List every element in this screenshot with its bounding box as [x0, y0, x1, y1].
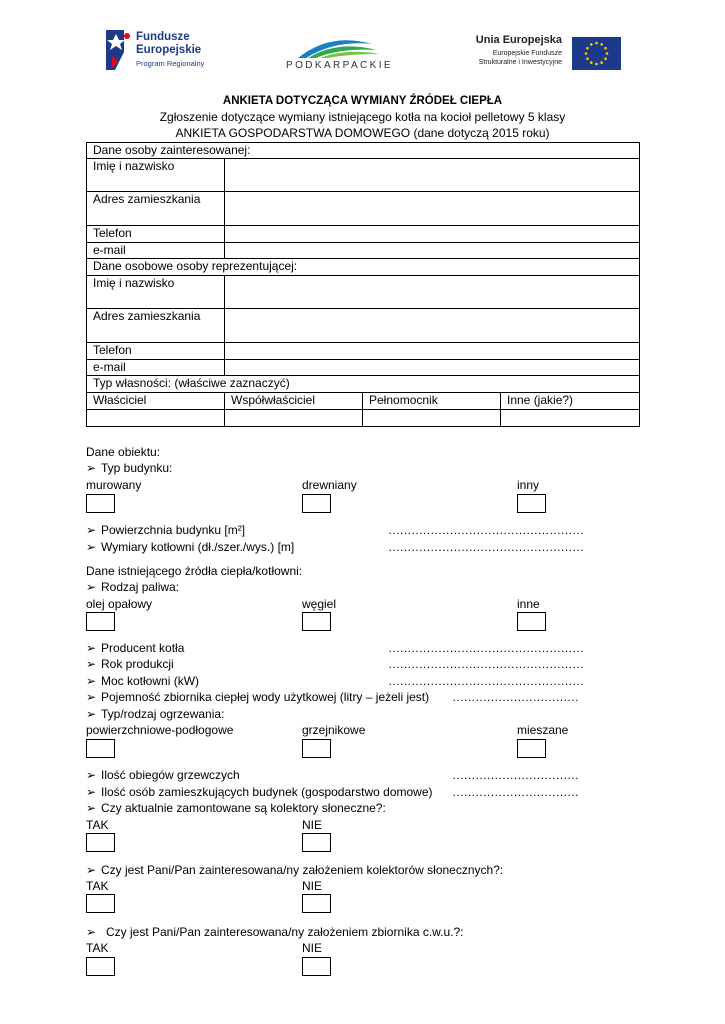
- opt-other-label: inny: [517, 478, 540, 492]
- personal-data-table: [86, 142, 640, 427]
- label-address-rep: Adres zamieszkania: [87, 309, 225, 343]
- fe-title: Fundusze Europejskie: [136, 31, 202, 56]
- label-name: Imię i nazwisko: [87, 159, 225, 192]
- collectors-want-item: ➢ Czy jest Pani/Pan zainteresowana/ny założeniem kolektorów słonecznych?:: [86, 863, 504, 877]
- section-applicant: Dane osoby zainteresowanej:: [87, 143, 640, 159]
- no-label-2: NIE: [302, 879, 323, 893]
- boiler-room-item: ➢ Wymiary kotłowni (dł./szer./wys.) [m]: [86, 540, 295, 554]
- opt-radiator-label: grzejnikowe: [302, 723, 366, 737]
- arrow-bullet-icon: ➢: [86, 863, 97, 877]
- checkbox-no-3[interactable]: [302, 957, 331, 976]
- yes-label-1: TAK: [86, 818, 109, 832]
- opt-oil-label: olej opałowy: [86, 597, 153, 611]
- persons-field[interactable]: ……………………………: [452, 785, 579, 799]
- area-field[interactable]: ……………………………………………: [388, 523, 584, 537]
- year-item: ➢ Rok produkcji: [86, 657, 174, 671]
- label-phone-rep: Telefon: [87, 343, 225, 360]
- field-address-rep[interactable]: [225, 309, 640, 343]
- section-ownership: Typ własności: (właściwe zaznaczyć): [87, 376, 640, 393]
- checkbox-oil[interactable]: [86, 612, 115, 631]
- tank-field[interactable]: ……………………………: [452, 690, 579, 704]
- checkbox-radiator[interactable]: [302, 739, 331, 758]
- collectors-now-item: ➢ Czy aktualnie zamontowane są kolektory słoneczne?:: [86, 801, 386, 815]
- eu-subtitle: Europejskie Fundusze Strukturalne i Inwestycyjne: [478, 50, 562, 66]
- fundusze-europejskie-logo: [102, 28, 132, 72]
- document-subtitle-2: ANKIETA GOSPODARSTWA DOMOWEGO (dane dotyczą 2015 roku): [175, 126, 550, 140]
- producer-item: ➢ Producent kotła: [86, 641, 185, 655]
- label-name-rep: Imię i nazwisko: [87, 276, 225, 309]
- arrow-bullet-icon: ➢: [86, 925, 97, 939]
- opt-floor-label: powierzchniowe-podłogowe: [86, 723, 234, 737]
- label-email: e-mail: [87, 243, 225, 259]
- field-name-rep[interactable]: [225, 276, 640, 309]
- arrow-bullet-icon: ➢: [86, 674, 97, 688]
- document-title: ANKIETA DOTYCZĄCA WYMIANY ŹRÓDEŁ CIEPŁA: [222, 95, 503, 107]
- field-phone-rep[interactable]: [225, 343, 640, 360]
- circuits-item: ➢ Ilość obiegów grzewczych: [86, 768, 240, 782]
- ownership-other-field[interactable]: [501, 410, 640, 427]
- tank-item: ➢ Pojemność zbiornika ciepłej wody użytkowej (litry – jeżeli jest): [86, 690, 430, 704]
- checkbox-no-1[interactable]: [302, 833, 331, 852]
- year-field[interactable]: ……………………………………………: [388, 657, 584, 671]
- ownership-coowner-field[interactable]: [225, 410, 363, 427]
- building-type-item: ➢ Typ budynku:: [86, 461, 173, 475]
- checkbox-brick[interactable]: [86, 494, 115, 513]
- checkbox-mixed[interactable]: [517, 739, 546, 758]
- checkbox-coal[interactable]: [302, 612, 331, 631]
- opt-brick-label: murowany: [86, 478, 142, 492]
- eu-flag-icon: [572, 37, 621, 70]
- arrow-bullet-icon: ➢: [86, 768, 97, 782]
- field-email-rep[interactable]: [225, 360, 640, 376]
- label-address: Adres zamieszkania: [87, 192, 225, 226]
- source-heading: Dane istniejącego źródła ciepła/kotłowni:: [86, 564, 303, 578]
- opt-coal-label: węgiel: [302, 597, 337, 611]
- checkbox-wood[interactable]: [302, 494, 331, 513]
- heating-item: ➢ Typ/rodzaj ogrzewania:: [86, 707, 225, 721]
- ownership-other: Inne (jakie?): [501, 393, 640, 410]
- arrow-bullet-icon: ➢: [86, 785, 97, 799]
- arrow-bullet-icon: ➢: [86, 801, 97, 815]
- boiler-room-field[interactable]: ……………………………………………: [388, 540, 584, 554]
- arrow-bullet-icon: ➢: [86, 707, 97, 721]
- opt-wood-label: drewniany: [302, 478, 357, 492]
- ownership-proxy: Pełnomocnik: [363, 393, 501, 410]
- document-subtitle: Zgłoszenie dotyczące wymiany istniejącego kotła na kocioł pelletowy 5 klasy: [159, 110, 566, 124]
- checkbox-yes-2[interactable]: [86, 894, 115, 913]
- yes-label-2: TAK: [86, 879, 109, 893]
- ownership-coowner: Współwłaściciel: [225, 393, 363, 410]
- ownership-owner: Właściciel: [87, 393, 225, 410]
- checkbox-yes-3[interactable]: [86, 957, 115, 976]
- checkbox-no-2[interactable]: [302, 894, 331, 913]
- ownership-owner-field[interactable]: [87, 410, 225, 427]
- yes-label-3: TAK: [86, 941, 109, 955]
- arrow-bullet-icon: ➢: [86, 690, 97, 704]
- power-item: ➢ Moc kotłowni (kW): [86, 674, 200, 688]
- checkbox-yes-1[interactable]: [86, 833, 115, 852]
- ownership-proxy-field[interactable]: [363, 410, 501, 427]
- arrow-bullet-icon: ➢: [86, 641, 97, 655]
- no-label-1: NIE: [302, 818, 323, 832]
- arrow-bullet-icon: ➢: [86, 580, 97, 594]
- producer-field[interactable]: ……………………………………………: [388, 641, 584, 655]
- field-email[interactable]: [225, 243, 640, 259]
- area-item: ➢ Powierzchnia budynku [m²]: [86, 523, 246, 537]
- power-field[interactable]: ……………………………………………: [388, 674, 584, 688]
- opt-mixed-label: mieszane: [517, 723, 569, 737]
- arrow-bullet-icon: ➢: [86, 461, 97, 475]
- opt-fuel-other-label: inne: [517, 597, 540, 611]
- no-label-3: NIE: [302, 941, 323, 955]
- arrow-bullet-icon: ➢: [86, 523, 97, 537]
- podkarpackie-logo: [280, 30, 390, 60]
- checkbox-floor[interactable]: [86, 739, 115, 758]
- arrow-bullet-icon: ➢: [86, 540, 97, 554]
- checkbox-fuel-other[interactable]: [517, 612, 546, 631]
- field-address[interactable]: [225, 192, 640, 226]
- label-email-rep: e-mail: [87, 360, 225, 376]
- field-name[interactable]: [225, 159, 640, 192]
- arrow-bullet-icon: ➢: [86, 657, 97, 671]
- section-representative: Dane osobowe osoby reprezentującej:: [87, 259, 640, 276]
- circuits-field[interactable]: ……………………………: [452, 768, 579, 782]
- fe-subtitle: Program Regionalny: [136, 59, 205, 68]
- fuel-item: ➢ Rodzaj paliwa:: [86, 580, 180, 594]
- tank-want-item: ➢ Czy jest Pani/Pan zainteresowana/ny założeniem zbiornika c.w.u.?:: [86, 925, 464, 939]
- persons-item: ➢ Ilość osób zamieszkujących budynek (gospodarstwo domowe): [86, 785, 433, 799]
- eu-title: Unia Europejska: [475, 34, 562, 46]
- field-phone[interactable]: [225, 226, 640, 243]
- podkarpackie-text: PODKARPACKIE: [286, 60, 393, 71]
- label-phone: Telefon: [87, 226, 225, 243]
- checkbox-other[interactable]: [517, 494, 546, 513]
- object-heading: Dane obiektu:: [86, 445, 161, 459]
